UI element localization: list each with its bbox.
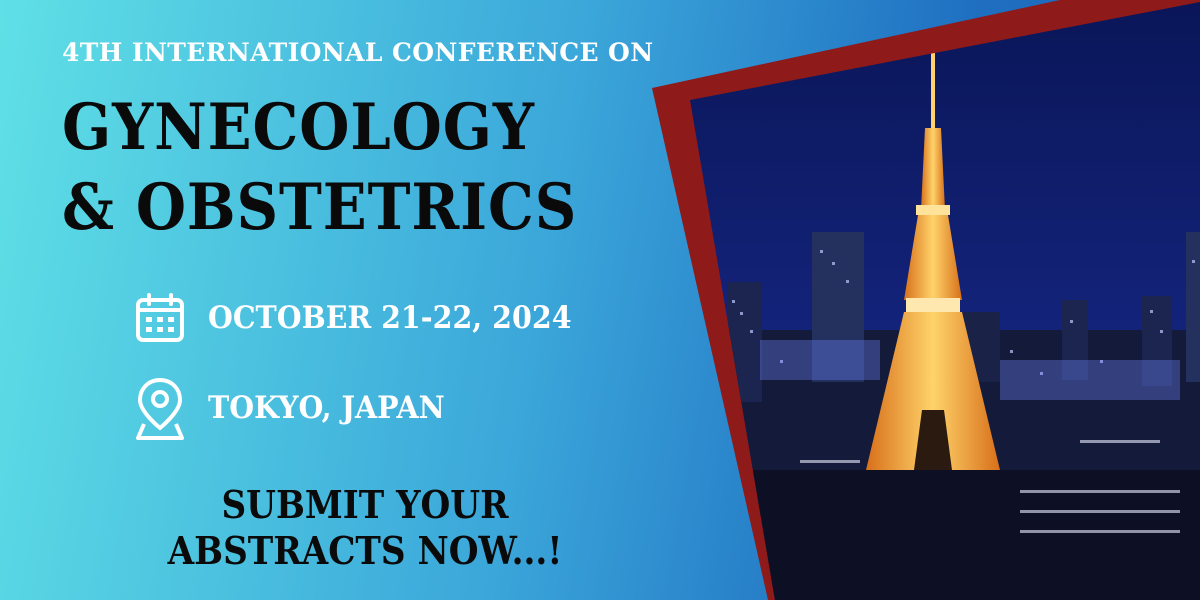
calendar-icon	[134, 292, 186, 344]
date-row	[134, 292, 603, 344]
title-line-2: & OBSTETRICS	[62, 170, 578, 245]
call-to-action	[127, 482, 604, 574]
cta-line-2: ABSTRACTS NOW...!	[167, 528, 563, 573]
conference-title	[62, 88, 638, 248]
event-date: OCTOBER 21-22, 2024	[208, 300, 572, 336]
cta-line-1: SUBMIT YOUR	[221, 482, 509, 527]
location-row	[134, 376, 465, 440]
title-line-1: GYNECOLOGY	[62, 90, 535, 165]
conference-subtitle: 4TH INTERNATIONAL CONFERENCE ON	[62, 38, 654, 67]
event-location: TOKYO, JAPAN	[208, 390, 445, 426]
map-pin-icon	[134, 376, 186, 440]
